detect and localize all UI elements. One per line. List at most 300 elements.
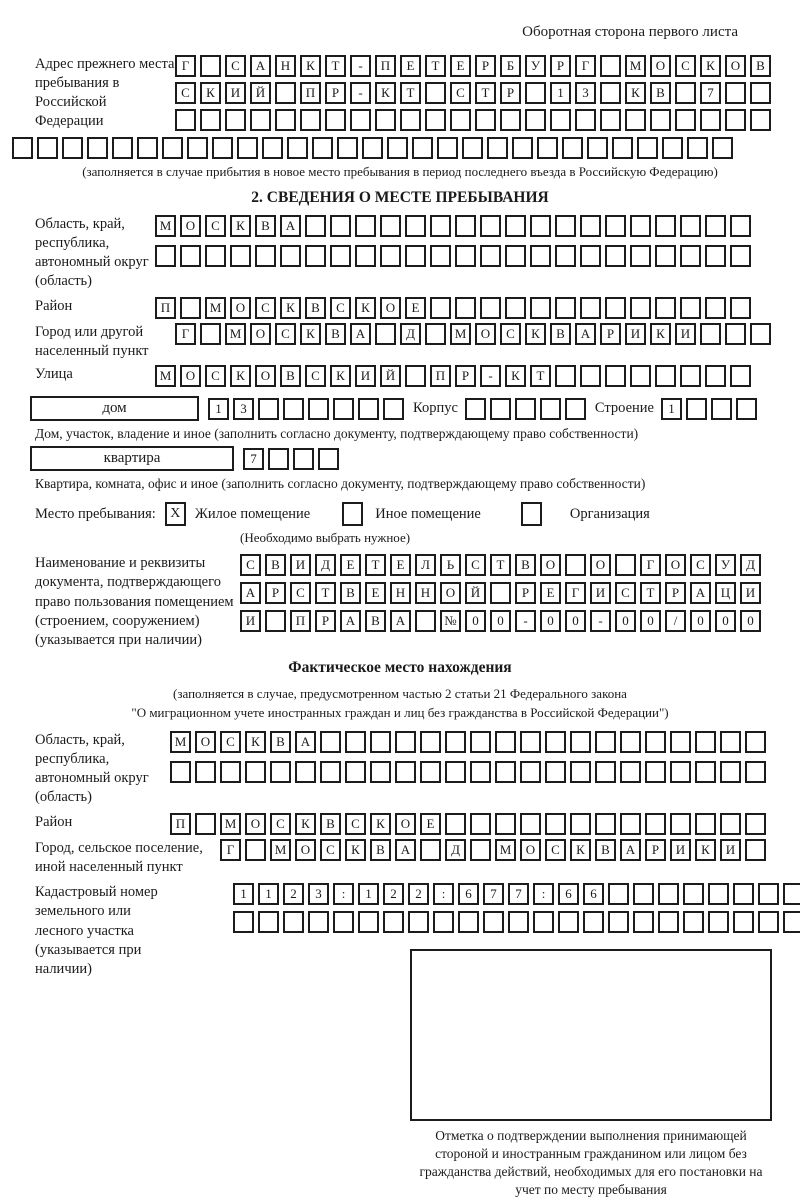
char-cell[interactable]: В — [515, 554, 536, 576]
char-cell[interactable]: 3 — [575, 82, 596, 104]
char-cell[interactable]: : — [433, 883, 454, 905]
char-cell[interactable] — [405, 215, 426, 237]
char-cell[interactable]: И — [625, 323, 646, 345]
char-cell[interactable] — [595, 731, 616, 753]
char-cell[interactable]: Г — [640, 554, 661, 576]
char-cell[interactable] — [705, 245, 726, 267]
char-cell[interactable] — [430, 215, 451, 237]
char-cell[interactable] — [220, 761, 241, 783]
char-cell[interactable] — [420, 839, 441, 861]
char-cell[interactable]: - — [590, 610, 611, 632]
char-cell[interactable] — [537, 137, 558, 159]
char-cell[interactable] — [680, 365, 701, 387]
char-cell[interactable] — [605, 297, 626, 319]
char-cell[interactable]: О — [475, 323, 496, 345]
char-cell[interactable]: П — [290, 610, 311, 632]
char-cell[interactable] — [658, 911, 679, 933]
char-cell[interactable] — [187, 137, 208, 159]
char-cell[interactable]: К — [230, 215, 251, 237]
char-cell[interactable]: Т — [315, 582, 336, 604]
char-cell[interactable] — [12, 137, 33, 159]
char-cell[interactable] — [355, 245, 376, 267]
char-cell[interactable] — [337, 137, 358, 159]
char-cell[interactable]: Е — [400, 55, 421, 77]
char-cell[interactable] — [562, 137, 583, 159]
char-cell[interactable] — [433, 911, 454, 933]
char-cell[interactable]: С — [345, 813, 366, 835]
char-cell[interactable] — [645, 761, 666, 783]
char-cell[interactable]: С — [450, 82, 471, 104]
char-cell[interactable]: Т — [640, 582, 661, 604]
char-cell[interactable] — [380, 215, 401, 237]
char-cell[interactable]: С — [305, 365, 326, 387]
char-cell[interactable]: 6 — [583, 883, 604, 905]
char-cell[interactable]: П — [430, 365, 451, 387]
char-cell[interactable] — [483, 911, 504, 933]
char-cell[interactable] — [480, 297, 501, 319]
char-cell[interactable] — [195, 813, 216, 835]
char-cell[interactable]: Ц — [715, 582, 736, 604]
char-cell[interactable]: К — [330, 365, 351, 387]
char-cell[interactable]: К — [695, 839, 716, 861]
char-cell[interactable]: С — [270, 813, 291, 835]
char-cell[interactable] — [625, 109, 646, 131]
char-cell[interactable] — [475, 109, 496, 131]
char-cell[interactable]: И — [290, 554, 311, 576]
char-cell[interactable] — [325, 109, 346, 131]
char-cell[interactable] — [180, 297, 201, 319]
char-cell[interactable] — [695, 761, 716, 783]
char-cell[interactable]: К — [700, 55, 721, 77]
char-cell[interactable] — [420, 761, 441, 783]
char-cell[interactable]: П — [300, 82, 321, 104]
char-cell[interactable]: К — [280, 297, 301, 319]
char-cell[interactable] — [565, 398, 586, 420]
char-cell[interactable] — [425, 109, 446, 131]
char-cell[interactable] — [570, 813, 591, 835]
char-cell[interactable]: Р — [645, 839, 666, 861]
char-cell[interactable] — [630, 297, 651, 319]
char-cell[interactable]: В — [265, 554, 286, 576]
char-cell[interactable]: 1 — [550, 82, 571, 104]
char-cell[interactable]: 7 — [243, 448, 264, 470]
char-cell[interactable]: Д — [315, 554, 336, 576]
char-cell[interactable]: 0 — [740, 610, 761, 632]
char-cell[interactable] — [745, 731, 766, 753]
char-cell[interactable] — [745, 813, 766, 835]
char-cell[interactable]: Г — [575, 55, 596, 77]
char-cell[interactable] — [287, 137, 308, 159]
char-cell[interactable]: С — [255, 297, 276, 319]
char-cell[interactable]: К — [300, 323, 321, 345]
char-cell[interactable] — [395, 761, 416, 783]
char-cell[interactable]: 0 — [540, 610, 561, 632]
char-cell[interactable] — [580, 215, 601, 237]
char-cell[interactable] — [258, 398, 279, 420]
char-cell[interactable] — [733, 883, 754, 905]
char-cell[interactable]: О — [650, 55, 671, 77]
char-cell[interactable]: А — [295, 731, 316, 753]
char-cell[interactable]: Т — [490, 554, 511, 576]
char-cell[interactable]: И — [240, 610, 261, 632]
char-cell[interactable]: О — [255, 365, 276, 387]
char-cell[interactable] — [430, 245, 451, 267]
char-cell[interactable] — [268, 448, 289, 470]
char-cell[interactable] — [645, 813, 666, 835]
char-cell[interactable]: Т — [475, 82, 496, 104]
char-cell[interactable]: А — [620, 839, 641, 861]
char-cell[interactable] — [250, 109, 271, 131]
char-cell[interactable]: В — [595, 839, 616, 861]
char-cell[interactable]: О — [195, 731, 216, 753]
char-cell[interactable] — [620, 761, 641, 783]
char-cell[interactable] — [300, 109, 321, 131]
char-cell[interactable]: Т — [325, 55, 346, 77]
char-cell[interactable] — [565, 554, 586, 576]
char-cell[interactable] — [608, 883, 629, 905]
char-cell[interactable]: О — [295, 839, 316, 861]
char-cell[interactable]: В — [340, 582, 361, 604]
char-cell[interactable]: И — [590, 582, 611, 604]
char-cell[interactable] — [280, 245, 301, 267]
char-cell[interactable]: В — [280, 365, 301, 387]
char-cell[interactable] — [358, 911, 379, 933]
char-cell[interactable] — [320, 761, 341, 783]
char-cell[interactable]: Р — [455, 365, 476, 387]
char-cell[interactable]: О — [230, 297, 251, 319]
char-cell[interactable] — [520, 813, 541, 835]
char-cell[interactable] — [312, 137, 333, 159]
char-cell[interactable] — [525, 109, 546, 131]
char-cell[interactable] — [470, 761, 491, 783]
char-cell[interactable] — [705, 365, 726, 387]
char-cell[interactable] — [445, 813, 466, 835]
char-cell[interactable] — [137, 137, 158, 159]
char-cell[interactable] — [295, 761, 316, 783]
char-cell[interactable] — [675, 82, 696, 104]
char-cell[interactable] — [595, 813, 616, 835]
char-cell[interactable]: О — [440, 582, 461, 604]
char-cell[interactable]: 2 — [383, 883, 404, 905]
char-cell[interactable] — [683, 911, 704, 933]
char-cell[interactable]: 1 — [661, 398, 682, 420]
char-cell[interactable] — [783, 911, 800, 933]
char-cell[interactable] — [670, 761, 691, 783]
char-cell[interactable]: О — [180, 365, 201, 387]
char-cell[interactable] — [333, 911, 354, 933]
char-cell[interactable]: А — [280, 215, 301, 237]
char-cell[interactable] — [420, 731, 441, 753]
char-cell[interactable]: Р — [500, 82, 521, 104]
char-cell[interactable]: Г — [175, 55, 196, 77]
char-cell[interactable] — [265, 610, 286, 632]
char-cell[interactable] — [555, 215, 576, 237]
char-cell[interactable] — [495, 813, 516, 835]
char-cell[interactable]: И — [225, 82, 246, 104]
char-cell[interactable] — [405, 245, 426, 267]
char-cell[interactable] — [283, 911, 304, 933]
char-cell[interactable] — [605, 365, 626, 387]
char-cell[interactable]: П — [375, 55, 396, 77]
char-cell[interactable]: А — [340, 610, 361, 632]
char-cell[interactable] — [425, 82, 446, 104]
char-cell[interactable] — [695, 813, 716, 835]
char-cell[interactable]: С — [320, 839, 341, 861]
char-cell[interactable] — [415, 610, 436, 632]
char-cell[interactable] — [362, 137, 383, 159]
checkbox-residential[interactable]: X — [165, 502, 186, 526]
char-cell[interactable] — [555, 365, 576, 387]
char-cell[interactable] — [705, 297, 726, 319]
char-cell[interactable] — [255, 245, 276, 267]
char-cell[interactable] — [320, 731, 341, 753]
char-cell[interactable] — [258, 911, 279, 933]
char-cell[interactable] — [233, 911, 254, 933]
char-cell[interactable]: Р — [315, 610, 336, 632]
char-cell[interactable]: В — [750, 55, 771, 77]
char-cell[interactable] — [630, 215, 651, 237]
char-cell[interactable] — [725, 109, 746, 131]
char-cell[interactable] — [550, 109, 571, 131]
char-cell[interactable]: 0 — [565, 610, 586, 632]
char-cell[interactable] — [720, 761, 741, 783]
char-cell[interactable]: Г — [220, 839, 241, 861]
char-cell[interactable] — [275, 82, 296, 104]
char-cell[interactable] — [245, 761, 266, 783]
char-cell[interactable]: С — [205, 365, 226, 387]
char-cell[interactable] — [600, 109, 621, 131]
char-cell[interactable] — [686, 398, 707, 420]
char-cell[interactable] — [308, 911, 329, 933]
char-cell[interactable]: Т — [365, 554, 386, 576]
char-cell[interactable] — [720, 731, 741, 753]
char-cell[interactable] — [662, 137, 683, 159]
char-cell[interactable]: С — [465, 554, 486, 576]
char-cell[interactable]: С — [225, 55, 246, 77]
char-cell[interactable]: К — [200, 82, 221, 104]
char-cell[interactable]: Н — [415, 582, 436, 604]
char-cell[interactable] — [620, 731, 641, 753]
char-cell[interactable] — [212, 137, 233, 159]
char-cell[interactable] — [180, 245, 201, 267]
char-cell[interactable] — [400, 109, 421, 131]
char-cell[interactable]: Н — [390, 582, 411, 604]
char-cell[interactable]: К — [505, 365, 526, 387]
char-cell[interactable]: Е — [540, 582, 561, 604]
char-cell[interactable] — [358, 398, 379, 420]
char-cell[interactable] — [733, 911, 754, 933]
char-cell[interactable]: С — [615, 582, 636, 604]
char-cell[interactable] — [455, 297, 476, 319]
char-cell[interactable] — [318, 448, 339, 470]
char-cell[interactable] — [730, 215, 751, 237]
char-cell[interactable] — [330, 215, 351, 237]
char-cell[interactable] — [508, 911, 529, 933]
char-cell[interactable] — [558, 911, 579, 933]
char-cell[interactable] — [375, 109, 396, 131]
char-cell[interactable] — [270, 761, 291, 783]
char-cell[interactable]: Р — [665, 582, 686, 604]
char-cell[interactable] — [595, 761, 616, 783]
char-cell[interactable]: Й — [380, 365, 401, 387]
char-cell[interactable] — [580, 297, 601, 319]
char-cell[interactable]: И — [740, 582, 761, 604]
char-cell[interactable] — [225, 109, 246, 131]
char-cell[interactable] — [580, 365, 601, 387]
char-cell[interactable] — [555, 245, 576, 267]
char-cell[interactable]: С — [240, 554, 261, 576]
char-cell[interactable] — [680, 297, 701, 319]
char-cell[interactable] — [490, 582, 511, 604]
char-cell[interactable] — [87, 137, 108, 159]
char-cell[interactable] — [600, 55, 621, 77]
char-cell[interactable]: А — [240, 582, 261, 604]
char-cell[interactable] — [630, 365, 651, 387]
char-cell[interactable] — [200, 109, 221, 131]
char-cell[interactable] — [630, 245, 651, 267]
char-cell[interactable] — [205, 245, 226, 267]
char-cell[interactable]: 1 — [258, 883, 279, 905]
char-cell[interactable] — [580, 245, 601, 267]
char-cell[interactable]: К — [625, 82, 646, 104]
char-cell[interactable]: А — [390, 610, 411, 632]
char-cell[interactable]: С — [275, 323, 296, 345]
char-cell[interactable]: 7 — [700, 82, 721, 104]
char-cell[interactable]: 3 — [308, 883, 329, 905]
char-cell[interactable] — [170, 761, 191, 783]
char-cell[interactable]: - — [350, 82, 371, 104]
char-cell[interactable] — [175, 109, 196, 131]
char-cell[interactable] — [465, 398, 486, 420]
char-cell[interactable]: Д — [445, 839, 466, 861]
char-cell[interactable] — [495, 731, 516, 753]
char-cell[interactable]: М — [270, 839, 291, 861]
char-cell[interactable]: 1 — [358, 883, 379, 905]
char-cell[interactable]: В — [325, 323, 346, 345]
char-cell[interactable] — [608, 911, 629, 933]
char-cell[interactable]: Р — [600, 323, 621, 345]
char-cell[interactable] — [480, 215, 501, 237]
char-cell[interactable]: О — [250, 323, 271, 345]
char-cell[interactable] — [445, 761, 466, 783]
char-cell[interactable] — [658, 883, 679, 905]
char-cell[interactable] — [470, 731, 491, 753]
char-cell[interactable] — [62, 137, 83, 159]
char-cell[interactable]: Т — [400, 82, 421, 104]
char-cell[interactable] — [200, 323, 221, 345]
char-cell[interactable]: 0 — [465, 610, 486, 632]
char-cell[interactable]: : — [333, 883, 354, 905]
char-cell[interactable] — [750, 323, 771, 345]
char-cell[interactable] — [758, 883, 779, 905]
char-cell[interactable] — [745, 761, 766, 783]
char-cell[interactable] — [162, 137, 183, 159]
char-cell[interactable]: Е — [420, 813, 441, 835]
char-cell[interactable] — [500, 109, 521, 131]
char-cell[interactable]: Р — [515, 582, 536, 604]
char-cell[interactable]: В — [370, 839, 391, 861]
char-cell[interactable]: - — [350, 55, 371, 77]
char-cell[interactable] — [520, 761, 541, 783]
char-cell[interactable] — [570, 761, 591, 783]
char-cell[interactable] — [505, 215, 526, 237]
char-cell[interactable] — [645, 731, 666, 753]
char-cell[interactable]: С — [690, 554, 711, 576]
char-cell[interactable] — [712, 137, 733, 159]
char-cell[interactable]: О — [725, 55, 746, 77]
char-cell[interactable]: С — [545, 839, 566, 861]
char-cell[interactable] — [480, 245, 501, 267]
char-cell[interactable] — [230, 245, 251, 267]
char-cell[interactable]: К — [295, 813, 316, 835]
char-cell[interactable]: 0 — [490, 610, 511, 632]
char-cell[interactable] — [458, 911, 479, 933]
char-cell[interactable]: В — [550, 323, 571, 345]
char-cell[interactable]: У — [715, 554, 736, 576]
char-cell[interactable] — [450, 109, 471, 131]
char-cell[interactable] — [736, 398, 757, 420]
char-cell[interactable] — [745, 839, 766, 861]
char-cell[interactable] — [711, 398, 732, 420]
char-cell[interactable] — [675, 109, 696, 131]
char-cell[interactable]: М — [170, 731, 191, 753]
char-cell[interactable] — [555, 297, 576, 319]
char-cell[interactable] — [455, 215, 476, 237]
char-cell[interactable]: № — [440, 610, 461, 632]
char-cell[interactable]: Г — [175, 323, 196, 345]
char-cell[interactable]: К — [650, 323, 671, 345]
char-cell[interactable]: К — [570, 839, 591, 861]
char-cell[interactable]: А — [350, 323, 371, 345]
char-cell[interactable]: В — [270, 731, 291, 753]
char-cell[interactable]: К — [355, 297, 376, 319]
checkbox-other-premises[interactable] — [342, 502, 363, 526]
char-cell[interactable] — [462, 137, 483, 159]
char-cell[interactable] — [350, 109, 371, 131]
char-cell[interactable]: Р — [475, 55, 496, 77]
char-cell[interactable]: Е — [390, 554, 411, 576]
char-cell[interactable]: О — [665, 554, 686, 576]
char-cell[interactable]: М — [225, 323, 246, 345]
char-cell[interactable]: 1 — [208, 398, 229, 420]
char-cell[interactable] — [633, 911, 654, 933]
char-cell[interactable]: С — [330, 297, 351, 319]
char-cell[interactable] — [200, 55, 221, 77]
char-cell[interactable]: 0 — [640, 610, 661, 632]
char-cell[interactable]: - — [480, 365, 501, 387]
char-cell[interactable]: А — [575, 323, 596, 345]
char-cell[interactable]: М — [155, 215, 176, 237]
char-cell[interactable]: У — [525, 55, 546, 77]
char-cell[interactable]: Й — [465, 582, 486, 604]
char-cell[interactable]: Р — [550, 55, 571, 77]
char-cell[interactable]: С — [175, 82, 196, 104]
char-cell[interactable] — [333, 398, 354, 420]
char-cell[interactable] — [495, 761, 516, 783]
char-cell[interactable] — [633, 883, 654, 905]
char-cell[interactable] — [305, 215, 326, 237]
char-cell[interactable]: С — [290, 582, 311, 604]
char-cell[interactable]: К — [375, 82, 396, 104]
char-cell[interactable] — [430, 297, 451, 319]
char-cell[interactable] — [195, 761, 216, 783]
char-cell[interactable] — [655, 215, 676, 237]
char-cell[interactable]: Е — [405, 297, 426, 319]
char-cell[interactable] — [720, 813, 741, 835]
char-cell[interactable]: Д — [400, 323, 421, 345]
char-cell[interactable]: В — [255, 215, 276, 237]
char-cell[interactable] — [540, 398, 561, 420]
